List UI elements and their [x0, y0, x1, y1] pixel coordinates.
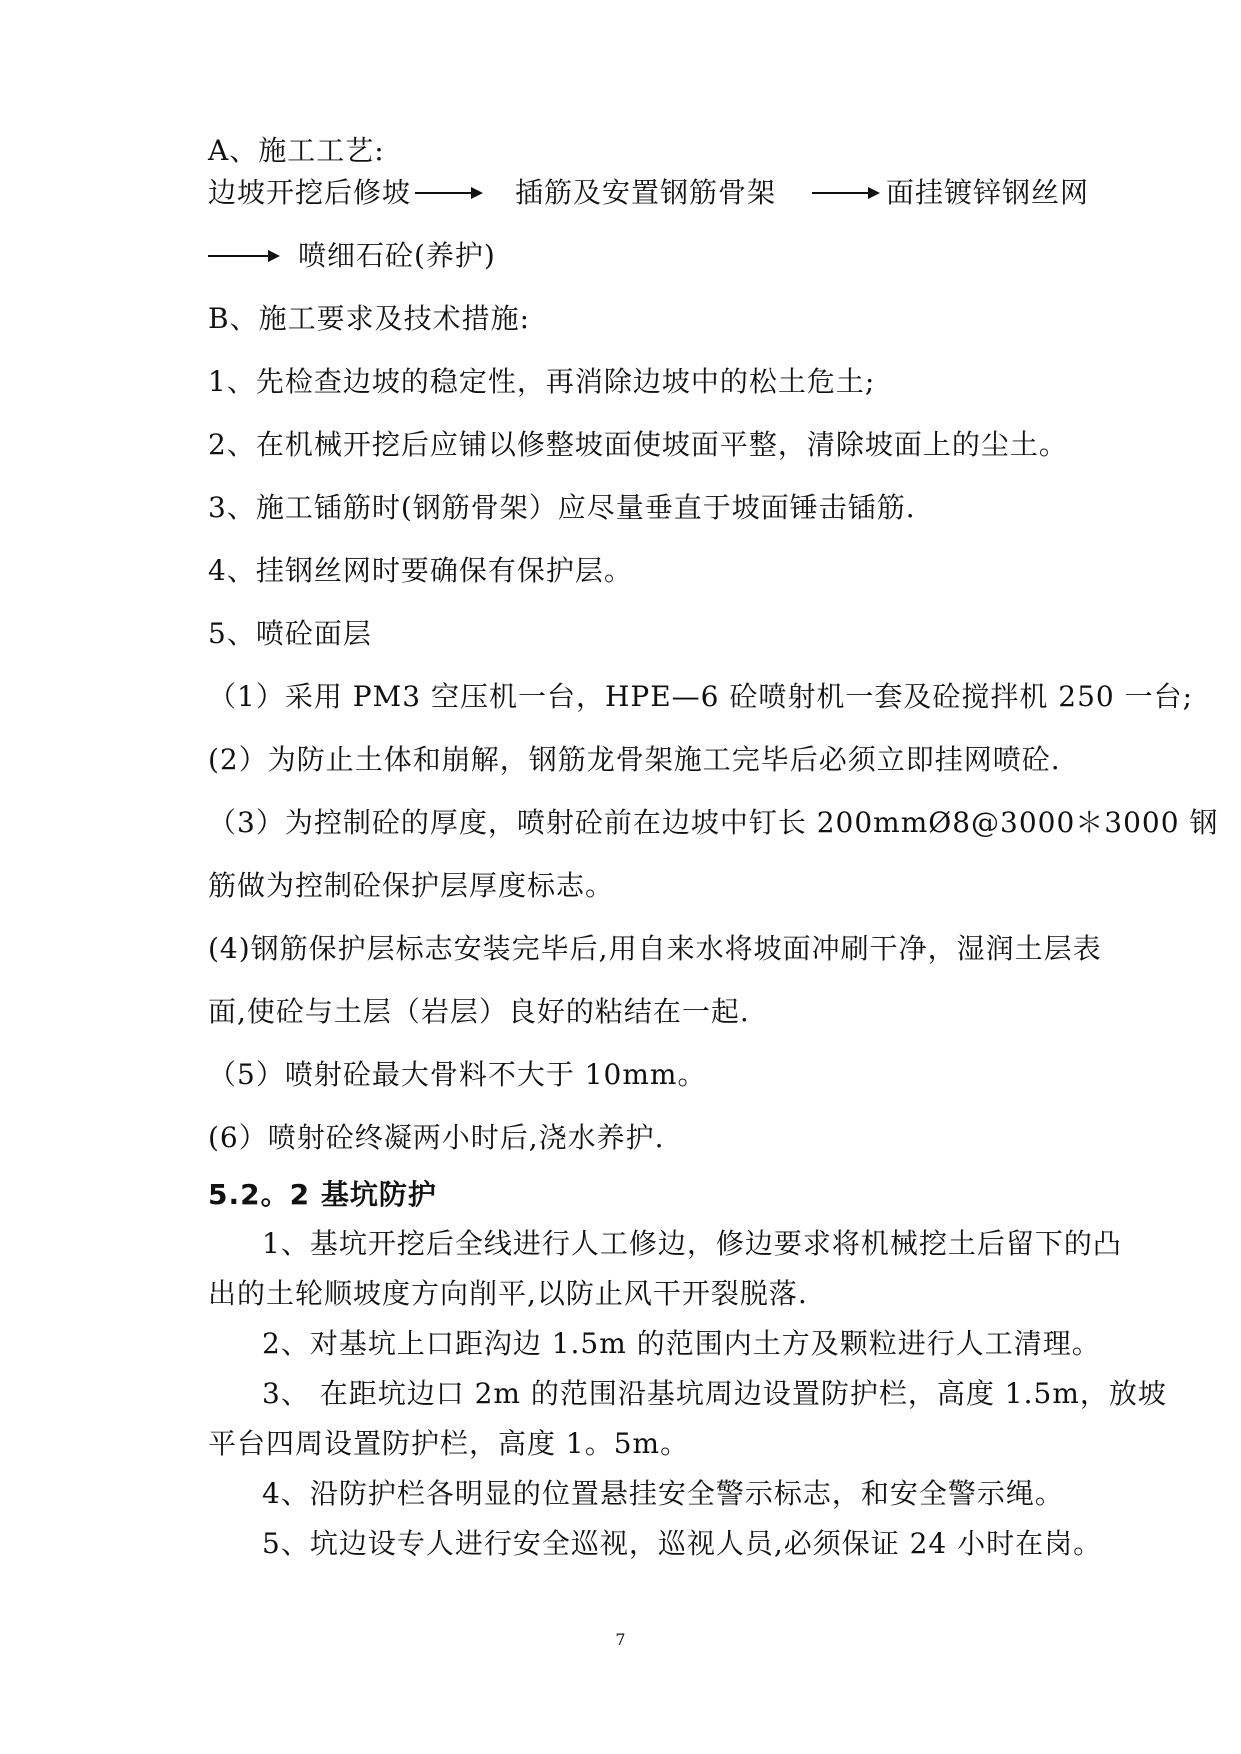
right-arrow-icon — [812, 175, 880, 211]
shotcrete-sub-item-5: （5）喷射砼最大骨料不大于 10mm。 — [208, 1058, 707, 1091]
requirement-item-3: 3、施工锸筋时(钢筋骨架）应尽量垂直于坡面锤击锸筋. — [208, 491, 916, 524]
flow-step-3: 面挂镀锌钢丝网 — [886, 176, 1090, 209]
shotcrete-sub-item-3: （3）为控制砼的厚度，喷射砼前在边坡中钉长 200mmØ8@3000＊3000 钢 — [208, 806, 1219, 839]
shotcrete-sub-item-3-cont: 筋做为控制砼保护层厚度标志。 — [208, 869, 615, 902]
requirement-item-5: 5、喷砼面层 — [208, 617, 372, 650]
right-arrow-icon — [415, 175, 483, 211]
process-flow-row-1 — [208, 175, 1089, 211]
shotcrete-sub-item-2: (2）为防止土体和崩解，钢筋龙骨架施工完毕后必须立即挂网喷砼. — [208, 743, 1061, 776]
page-number: 7 — [615, 1630, 626, 1649]
pit-protection-line-2: 2、对基坑上口距沟边 1.5m 的范围内土方及颗粒进行人工清理。 — [262, 1327, 1101, 1360]
flow-step-1: 边坡开挖后修坡 — [208, 176, 412, 209]
section-a-title: A、施工工艺: — [208, 134, 385, 167]
right-arrow-icon — [208, 238, 280, 274]
section-heading-5-2-2: 5.2。2 基坑防护 — [208, 1178, 437, 1211]
pit-protection-line-3-cont: 平台四周设置防护栏，高度 1。5m。 — [208, 1427, 690, 1460]
pit-protection-line-4: 4、沿防护栏各明显的位置悬挂安全警示标志，和安全警示绳。 — [262, 1477, 1064, 1510]
pit-protection-line-1: 1、基坑开挖后全线进行人工修边，修边要求将机械挖土后留下的凸 — [262, 1227, 1122, 1260]
pit-protection-line-3: 3、 在距坑边口 2m 的范围沿基坑周边设置防护栏，高度 1.5m，放坡 — [262, 1377, 1167, 1410]
requirement-item-2: 2、在机械开挖后应铺以修整坡面使坡面平整，清除坡面上的尘土。 — [208, 428, 1068, 461]
shotcrete-sub-item-4: (4)钢筋保护层标志安装完毕后,用自来水将坡面冲刷干净，湿润土层表 — [208, 932, 1102, 965]
process-flow-row-2 — [208, 238, 496, 274]
shotcrete-sub-item-4-cont: 面,使砼与土层（岩层）良好的粘结在一起. — [208, 995, 750, 1028]
requirement-item-4: 4、挂钢丝网时要确保有保护层。 — [208, 554, 633, 587]
section-b-title: B、施工要求及技术措施: — [208, 302, 531, 335]
pit-protection-line-1-cont: 出的土轮顺坡度方向削平,以防止风干开裂脱落. — [208, 1277, 808, 1310]
pit-protection-line-5: 5、坑边设专人进行安全巡视，巡视人员,必须保证 24 小时在岗。 — [262, 1527, 1103, 1560]
requirement-item-1: 1、先检查边坡的稳定性，再消除边坡中的松土危土; — [208, 365, 876, 398]
shotcrete-sub-item-1: （1）采用 PM3 空压机一台，HPE—6 砼喷射机一套及砼搅拌机 250 一台; — [208, 680, 1194, 713]
shotcrete-sub-item-6: (6）喷射砼终凝两小时后,浇水养护. — [208, 1121, 665, 1154]
flow-step-4: 喷细石砼(养护) — [298, 239, 496, 272]
flow-step-2: 插筋及安置钢筋骨架 — [515, 176, 777, 209]
